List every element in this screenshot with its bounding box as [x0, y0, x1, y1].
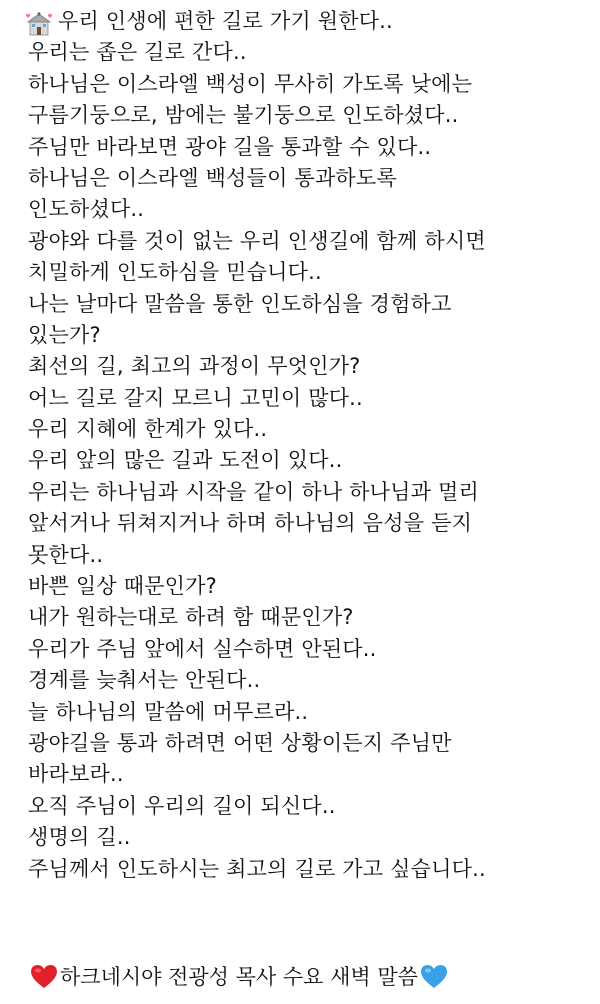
blue-heart-icon	[420, 964, 448, 990]
note-line-text: 우리 인생에 편한 길로 가기 원한다..	[58, 9, 393, 33]
note-line-28: 주님께서 인도하시는 최고의 길로 가고 싶습니다..	[28, 856, 486, 881]
note-line-5: 주님만 바라보면 광야 길을 통과할 수 있다..	[28, 134, 432, 159]
note-line-17: 앞서거나 뒤쳐지거나 하며 하나님의 음성을 듣지	[28, 511, 473, 536]
note-line-27: 생명의 길..	[28, 825, 131, 850]
sermon-signature	[28, 960, 450, 994]
note-line-6: 하나님은 이스라엘 백성들이 통과하도록	[28, 165, 397, 190]
note-line-11: 있는가?	[28, 322, 101, 347]
note-line-22: 경계를 늦춰서는 안된다..	[28, 668, 261, 693]
note-line-10: 나는 날마다 말씀을 통한 인도하심을 경험하고	[28, 291, 452, 316]
note-line-20: 내가 원하는대로 하려 함 때문인가?	[28, 605, 354, 630]
note-line-9: 치밀하게 인도하심을 믿습니다..	[28, 260, 322, 285]
note-line-16: 우리는 하나님과 시작을 같이 하나 하나님과 멀리	[28, 479, 479, 504]
note-line-23: 늘 하나님의 말씀에 머무르라..	[28, 699, 309, 724]
note-line-1	[28, 6, 592, 37]
note-line-19: 바쁜 일상 때문인가?	[28, 574, 217, 599]
red-heart-icon	[30, 964, 58, 990]
note-line-26: 오직 주님이 우리의 길이 되신다..	[28, 793, 336, 818]
note-line-21: 우리가 주님 앞에서 실수하면 안된다..	[28, 636, 377, 661]
note-line-15: 우리 앞의 많은 길과 도전이 있다..	[28, 448, 343, 473]
note-line-13: 어느 길로 갈지 모르니 고민이 많다..	[28, 385, 363, 410]
note-line-24: 광야길을 통과 하려면 어떤 상황이든지 주님만	[28, 730, 452, 755]
signature-text: 하크네시야 전광성 목사 수요 새벽 말씀	[60, 965, 418, 989]
note-line-18: 못한다..	[28, 542, 104, 567]
note-line-25: 바라보라..	[28, 762, 124, 787]
note-line-4: 구름기둥으로, 밤에는 불기둥으로 인도하셨다..	[28, 103, 459, 128]
note-line-2: 우리는 좁은 길로 간다..	[28, 40, 247, 65]
note-line-12: 최선의 길, 최고의 과정이 무엇인가?	[28, 354, 361, 379]
note-line-3: 하나님은 이스라엘 백성이 무사히 가도록 낮에는	[28, 71, 473, 96]
note-line-8: 광야와 다를 것이 없는 우리 인생길에 함께 하시면	[28, 228, 486, 253]
church-icon	[24, 12, 54, 36]
note-line-7: 인도하셨다..	[28, 197, 145, 222]
note-line-14: 우리 지혜에 한계가 있다..	[28, 417, 268, 442]
